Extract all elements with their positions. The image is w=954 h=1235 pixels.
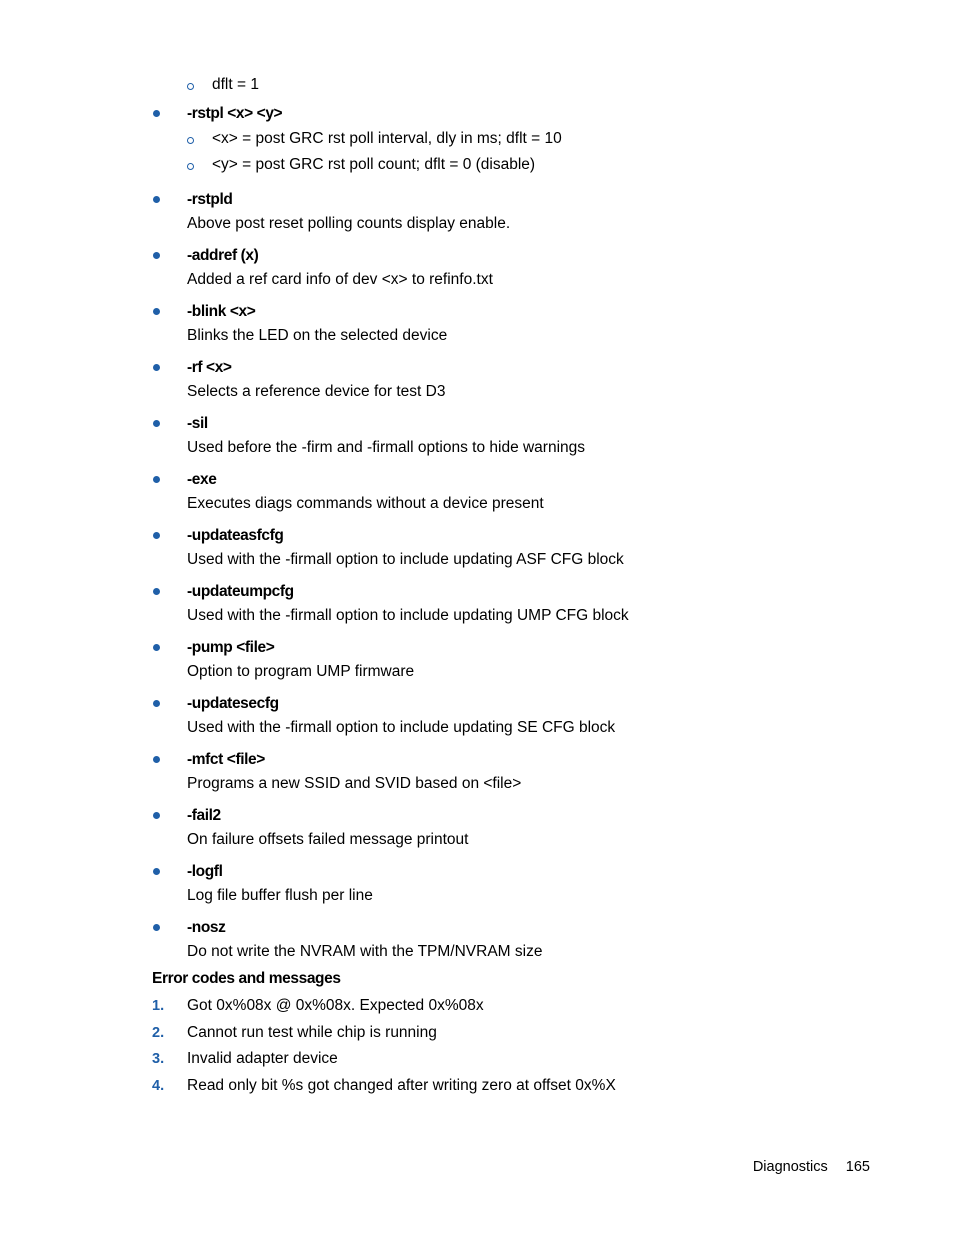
error-number: 3. [152,1051,165,1068]
sub-list-item [187,128,872,154]
error-number: 4. [152,1078,165,1095]
error-message: Got 0x%08x @ 0x%08x. Expected 0x%08x [187,997,484,1014]
option-description: Used with the -firmall option to include updating ASF CFG block [187,551,624,568]
option-name: -updateumpcfg [187,583,294,600]
option-name: -rstpld [187,191,233,208]
option-name: -blink <x> [187,303,256,320]
option-name: -logfl [187,863,223,880]
section-heading: Error codes and messages [152,970,341,987]
error-number: 2. [152,1024,165,1041]
option-item [152,580,872,628]
option-item [152,804,872,852]
option-name: -rf <x> [187,359,232,376]
option-item [152,412,872,460]
bullet-icon [153,364,160,371]
bullet-icon [153,532,160,539]
option-description: Selects a reference device for test D3 [187,383,446,400]
bullet-icon [153,812,160,819]
page-footer [753,1157,870,1177]
option-description: Programs a new SSID and SVID based on <file> [187,775,522,792]
option-description: Used before the -firm and -firmall options to hide warnings [187,439,586,456]
bullet-icon [153,756,160,763]
bullet-icon [153,700,160,707]
option-name: -updateasfcfg [187,527,284,544]
option-description: Do not write the NVRAM with the TPM/NVRAM size [187,943,543,960]
error-message: Invalid adapter device [187,1050,338,1068]
sub-item-text: <y> = post GRC rst poll count; dflt = 0 (disable) [212,156,536,173]
option-item [152,524,872,572]
option-item [152,748,872,796]
bullet-icon [153,924,160,931]
continued-sub-list [187,74,259,100]
option-description: Used with the -firmall option to include updating UMP CFG block [187,607,629,624]
option-name: -pump <file> [187,639,275,656]
bullet-icon [153,196,160,203]
option-description: Blinks the LED on the selected device [187,327,448,344]
option-item [152,692,872,740]
sub-list-item [187,74,259,100]
bullet-icon [153,110,160,117]
option-name: -exe [187,471,217,488]
hollow-bullet-icon [187,163,194,170]
option-name: -mfct <file> [187,751,265,768]
option-name: -fail2 [187,807,221,824]
bullet-icon [153,476,160,483]
option-item [152,356,872,404]
option-item [152,916,872,964]
option-description: Log file buffer flush per line [187,887,373,904]
bullet-icon [153,868,160,875]
option-item [152,300,872,348]
bullet-icon [153,308,160,315]
option-description: Executes diags commands without a device present [187,495,544,512]
option-name: -addref (x) [187,247,259,264]
error-list-item [152,994,872,1021]
option-item [152,102,872,180]
option-item [152,244,872,292]
option-name: -sil [187,415,208,432]
bullet-icon [153,644,160,651]
error-message: Read only bit %s got changed after writing zero at offset 0x%X [187,1077,616,1095]
sub-item-text: dflt = 1 [212,76,259,93]
footer-section-name: Diagnostics [752,1159,828,1175]
option-description: Option to program UMP firmware [187,663,415,680]
option-description: Above post reset polling counts display enable. [187,215,511,232]
option-name: -updatesecfg [187,695,279,712]
option-name: -rstpl <x> <y> [187,105,283,122]
page-number: 165 [845,1159,870,1175]
option-item [152,860,872,908]
error-number: 1. [152,998,165,1014]
bullet-icon [153,588,160,595]
option-description: On failure offsets failed message printout [187,831,469,848]
option-name: -nosz [187,919,226,936]
option-description: Used with the -firmall option to include updating SE CFG block [187,719,616,736]
error-list-item [152,1047,872,1074]
option-item [152,468,872,516]
sub-item-text: <x> = post GRC rst poll interval, dly in ms; dflt = 10 [212,130,562,147]
error-code-list [152,994,872,1101]
bullet-icon [153,420,160,427]
hollow-bullet-icon [187,137,194,144]
sub-list-item [187,154,872,180]
option-item [152,636,872,684]
option-description: Added a ref card info of dev <x> to refinfo.txt [187,271,493,288]
error-list-item [152,1074,872,1101]
option-list [152,102,872,972]
option-sub-list [187,128,872,180]
option-item [152,188,872,236]
bullet-icon [153,252,160,259]
hollow-bullet-icon [187,83,194,90]
error-message: Cannot run test while chip is running [187,1023,437,1041]
error-list-item [152,1021,872,1048]
